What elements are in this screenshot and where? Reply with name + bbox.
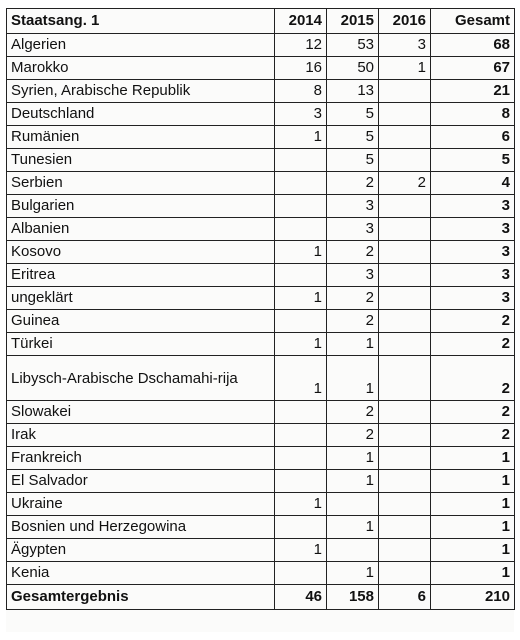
cell-count-2014: 1 — [275, 241, 327, 264]
cell-count-2014 — [275, 218, 327, 241]
cell-count-2015: 53 — [327, 34, 379, 57]
cell-count-total: 1 — [431, 562, 515, 585]
cell-count-2014 — [275, 195, 327, 218]
table-row — [7, 310, 515, 333]
cell-count-2015: 1 — [327, 516, 379, 539]
cell-nationality: Algerien — [7, 34, 275, 57]
cell-count-2015: 3 — [327, 218, 379, 241]
total-label: Gesamtergebnis — [7, 585, 275, 610]
cell-count-total: 2 — [431, 333, 515, 356]
cell-count-2016 — [379, 424, 431, 447]
cell-count-total: 1 — [431, 539, 515, 562]
cell-count-2014 — [275, 149, 327, 172]
cell-count-2016 — [379, 310, 431, 333]
header-2014: 2014 — [275, 9, 327, 34]
cell-count-2014: 1 — [275, 539, 327, 562]
cell-count-2014 — [275, 401, 327, 424]
table-row — [7, 103, 515, 126]
header-nationality: Staatsang. 1 — [7, 9, 275, 34]
cell-nationality: ungeklärt — [7, 287, 275, 310]
cell-nationality: Frankreich — [7, 447, 275, 470]
scanned-table-page — [6, 8, 514, 632]
cell-count-2016 — [379, 195, 431, 218]
table-row — [7, 493, 515, 516]
cell-count-2015 — [327, 539, 379, 562]
cell-count-2016 — [379, 470, 431, 493]
cell-nationality: Kenia — [7, 562, 275, 585]
cell-count-2016 — [379, 562, 431, 585]
table-row — [7, 149, 515, 172]
cell-count-2014 — [275, 310, 327, 333]
header-row — [7, 9, 515, 34]
cell-nationality: Ukraine — [7, 493, 275, 516]
cell-nationality: Deutschland — [7, 103, 275, 126]
cell-count-2014: 1 — [275, 287, 327, 310]
cell-count-2016 — [379, 241, 431, 264]
cell-nationality: Rumänien — [7, 126, 275, 149]
cell-count-2014: 16 — [275, 57, 327, 80]
cell-count-2016: 1 — [379, 57, 431, 80]
cell-nationality: Libysch-Arabische Dschamahi-rija — [7, 356, 275, 401]
cell-count-2015: 5 — [327, 149, 379, 172]
total-gesamt: 210 — [431, 585, 515, 610]
cell-count-2014: 1 — [275, 493, 327, 516]
cell-nationality: Bosnien und Herzegowina — [7, 516, 275, 539]
cell-nationality: Syrien, Arabische Republik — [7, 80, 275, 103]
cell-count-total: 21 — [431, 80, 515, 103]
total-2014: 46 — [275, 585, 327, 610]
table-row — [7, 34, 515, 57]
cell-count-total: 3 — [431, 287, 515, 310]
cell-count-total: 67 — [431, 57, 515, 80]
cell-count-2014: 8 — [275, 80, 327, 103]
cell-count-2015 — [327, 493, 379, 516]
cell-count-2016 — [379, 287, 431, 310]
cell-count-2014: 3 — [275, 103, 327, 126]
header-2015: 2015 — [327, 9, 379, 34]
cell-count-total: 3 — [431, 241, 515, 264]
cell-count-total: 1 — [431, 470, 515, 493]
cell-count-2015: 2 — [327, 287, 379, 310]
cell-count-total: 6 — [431, 126, 515, 149]
cell-nationality: Bulgarien — [7, 195, 275, 218]
cell-count-2014: 1 — [275, 333, 327, 356]
header-2016: 2016 — [379, 9, 431, 34]
cell-count-2014 — [275, 447, 327, 470]
cell-count-2016: 2 — [379, 172, 431, 195]
table-row — [7, 57, 515, 80]
table-row — [7, 333, 515, 356]
cell-count-2016 — [379, 447, 431, 470]
cell-nationality: Serbien — [7, 172, 275, 195]
total-2016: 6 — [379, 585, 431, 610]
cell-count-2016: 3 — [379, 34, 431, 57]
table-row — [7, 470, 515, 493]
cell-count-2014: 12 — [275, 34, 327, 57]
cell-count-2015: 5 — [327, 126, 379, 149]
table-row — [7, 195, 515, 218]
cell-nationality: Albanien — [7, 218, 275, 241]
cell-count-2015: 2 — [327, 424, 379, 447]
cell-count-2016 — [379, 149, 431, 172]
cell-count-total: 1 — [431, 493, 515, 516]
table-row — [7, 401, 515, 424]
cell-count-total: 1 — [431, 447, 515, 470]
cell-count-total: 3 — [431, 264, 515, 287]
cell-count-2016 — [379, 80, 431, 103]
cell-count-2014 — [275, 264, 327, 287]
cell-count-2015: 1 — [327, 356, 379, 401]
table-row — [7, 80, 515, 103]
cell-count-2014 — [275, 172, 327, 195]
cell-nationality: El Salvador — [7, 470, 275, 493]
cell-count-2016 — [379, 218, 431, 241]
cell-count-total: 2 — [431, 310, 515, 333]
cell-count-total: 1 — [431, 516, 515, 539]
cell-count-2016 — [379, 356, 431, 401]
cell-count-2014 — [275, 516, 327, 539]
cell-count-2014 — [275, 562, 327, 585]
cell-count-total: 2 — [431, 356, 515, 401]
cell-count-2016 — [379, 539, 431, 562]
table-row — [7, 447, 515, 470]
cell-count-2015: 1 — [327, 447, 379, 470]
header-total: Gesamt — [431, 9, 515, 34]
cell-nationality: Eritrea — [7, 264, 275, 287]
total-row — [7, 585, 515, 610]
cell-count-2016 — [379, 126, 431, 149]
cell-count-2015: 2 — [327, 401, 379, 424]
cell-nationality: Guinea — [7, 310, 275, 333]
cell-count-2015: 1 — [327, 562, 379, 585]
cell-count-total: 3 — [431, 218, 515, 241]
cell-count-2016 — [379, 103, 431, 126]
table-row — [7, 516, 515, 539]
cell-nationality: Slowakei — [7, 401, 275, 424]
cell-count-2015: 2 — [327, 241, 379, 264]
cell-count-2015: 5 — [327, 103, 379, 126]
cell-count-total: 4 — [431, 172, 515, 195]
cell-nationality: Tunesien — [7, 149, 275, 172]
cell-count-total: 5 — [431, 149, 515, 172]
cell-nationality: Marokko — [7, 57, 275, 80]
cell-count-2016 — [379, 333, 431, 356]
cell-count-2014: 1 — [275, 356, 327, 401]
cell-count-2014: 1 — [275, 126, 327, 149]
table-row — [7, 264, 515, 287]
table-row — [7, 562, 515, 585]
cell-nationality: Irak — [7, 424, 275, 447]
cell-count-2014 — [275, 470, 327, 493]
nationality-table — [6, 8, 515, 610]
table-row — [7, 218, 515, 241]
table-row — [7, 356, 515, 401]
cell-count-2014 — [275, 424, 327, 447]
cell-count-2015: 2 — [327, 172, 379, 195]
cell-count-2015: 50 — [327, 57, 379, 80]
cell-nationality: Ägypten — [7, 539, 275, 562]
table-row — [7, 539, 515, 562]
cell-count-2015: 13 — [327, 80, 379, 103]
cell-count-2015: 1 — [327, 333, 379, 356]
cell-count-total: 2 — [431, 401, 515, 424]
cell-count-2016 — [379, 264, 431, 287]
cell-count-2016 — [379, 516, 431, 539]
cell-count-total: 2 — [431, 424, 515, 447]
cell-count-2015: 1 — [327, 470, 379, 493]
cell-nationality: Türkei — [7, 333, 275, 356]
table-row — [7, 241, 515, 264]
cell-nationality: Kosovo — [7, 241, 275, 264]
table-row — [7, 424, 515, 447]
table-row — [7, 126, 515, 149]
total-2015: 158 — [327, 585, 379, 610]
cell-count-total: 8 — [431, 103, 515, 126]
cell-count-2016 — [379, 401, 431, 424]
cell-count-total: 3 — [431, 195, 515, 218]
cell-count-2015: 3 — [327, 264, 379, 287]
cell-count-2016 — [379, 493, 431, 516]
cell-count-2015: 3 — [327, 195, 379, 218]
cell-count-2015: 2 — [327, 310, 379, 333]
cell-count-total: 68 — [431, 34, 515, 57]
table-row — [7, 287, 515, 310]
table-row — [7, 172, 515, 195]
